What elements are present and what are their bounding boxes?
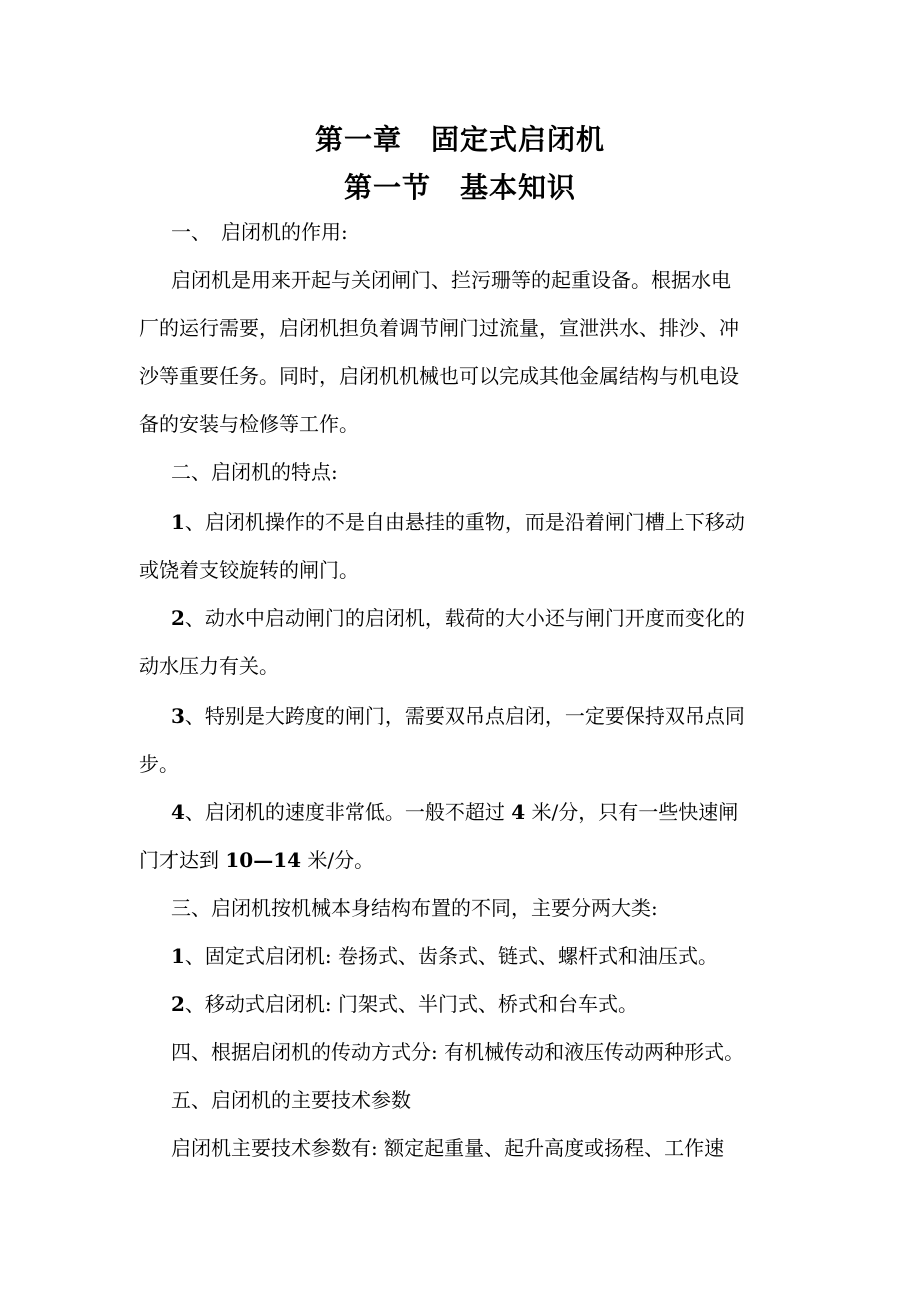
list-item-continued: 或饶着支铰旋转的闸门。: [139, 558, 359, 582]
paragraph-line: 备的安装与检修等工作。: [139, 412, 359, 436]
list-item: 1、固定式启闭机: 卷扬式、齿条式、链式、螺杆式和油压式。: [171, 944, 719, 968]
heading-function: 一、 启闭机的作用:: [171, 220, 348, 244]
heading-parameters: 五、启闭机的主要技术参数: [171, 1088, 411, 1112]
paragraph-line: 厂的运行需要，启闭机担负着调节闸门过流量，宣泄洪水、排沙、冲: [139, 316, 739, 340]
list-item-continued: 动水压力有关。: [139, 654, 279, 678]
paragraph-line: 启闭机主要技术参数有: 额定起重量、起升高度或扬程、工作速: [171, 1136, 725, 1160]
list-item: 4、启闭机的速度非常低。一般不超过 4 米/分，只有一些快速闸: [171, 800, 739, 824]
heading-features: 二、启闭机的特点:: [171, 460, 338, 484]
list-item: 1、启闭机操作的不是自由悬挂的重物，而是沿着闸门槽上下移动: [171, 510, 745, 534]
paragraph-line: 沙等重要任务。同时，启闭机机械也可以完成其他金属结构与机电设: [139, 364, 739, 388]
list-item-continued: 步。: [139, 752, 179, 776]
list-item: 2、移动式启闭机: 门架式、半门式、桥式和台车式。: [171, 992, 639, 1016]
section-title: 第一节 基本知识: [343, 171, 576, 204]
heading-transmission: 四、根据启闭机的传动方式分: 有机械传动和液压传动两种形式。: [171, 1040, 745, 1064]
heading-classification: 三、启闭机按机械本身结构布置的不同，主要分两大类:: [171, 896, 658, 920]
chapter-title: 第一章 固定式启闭机: [314, 123, 605, 156]
paragraph-line: 启闭机是用来开起与关闭闸门、拦污珊等的起重设备。根据水电: [171, 268, 731, 292]
list-item: 3、特别是大跨度的闸门，需要双吊点启闭，一定要保持双吊点同: [171, 704, 745, 728]
list-item-continued: 门才达到 10—14 米/分。: [139, 848, 375, 872]
list-item: 2、动水中启动闸门的启闭机，载荷的大小还与闸门开度而变化的: [171, 606, 745, 630]
